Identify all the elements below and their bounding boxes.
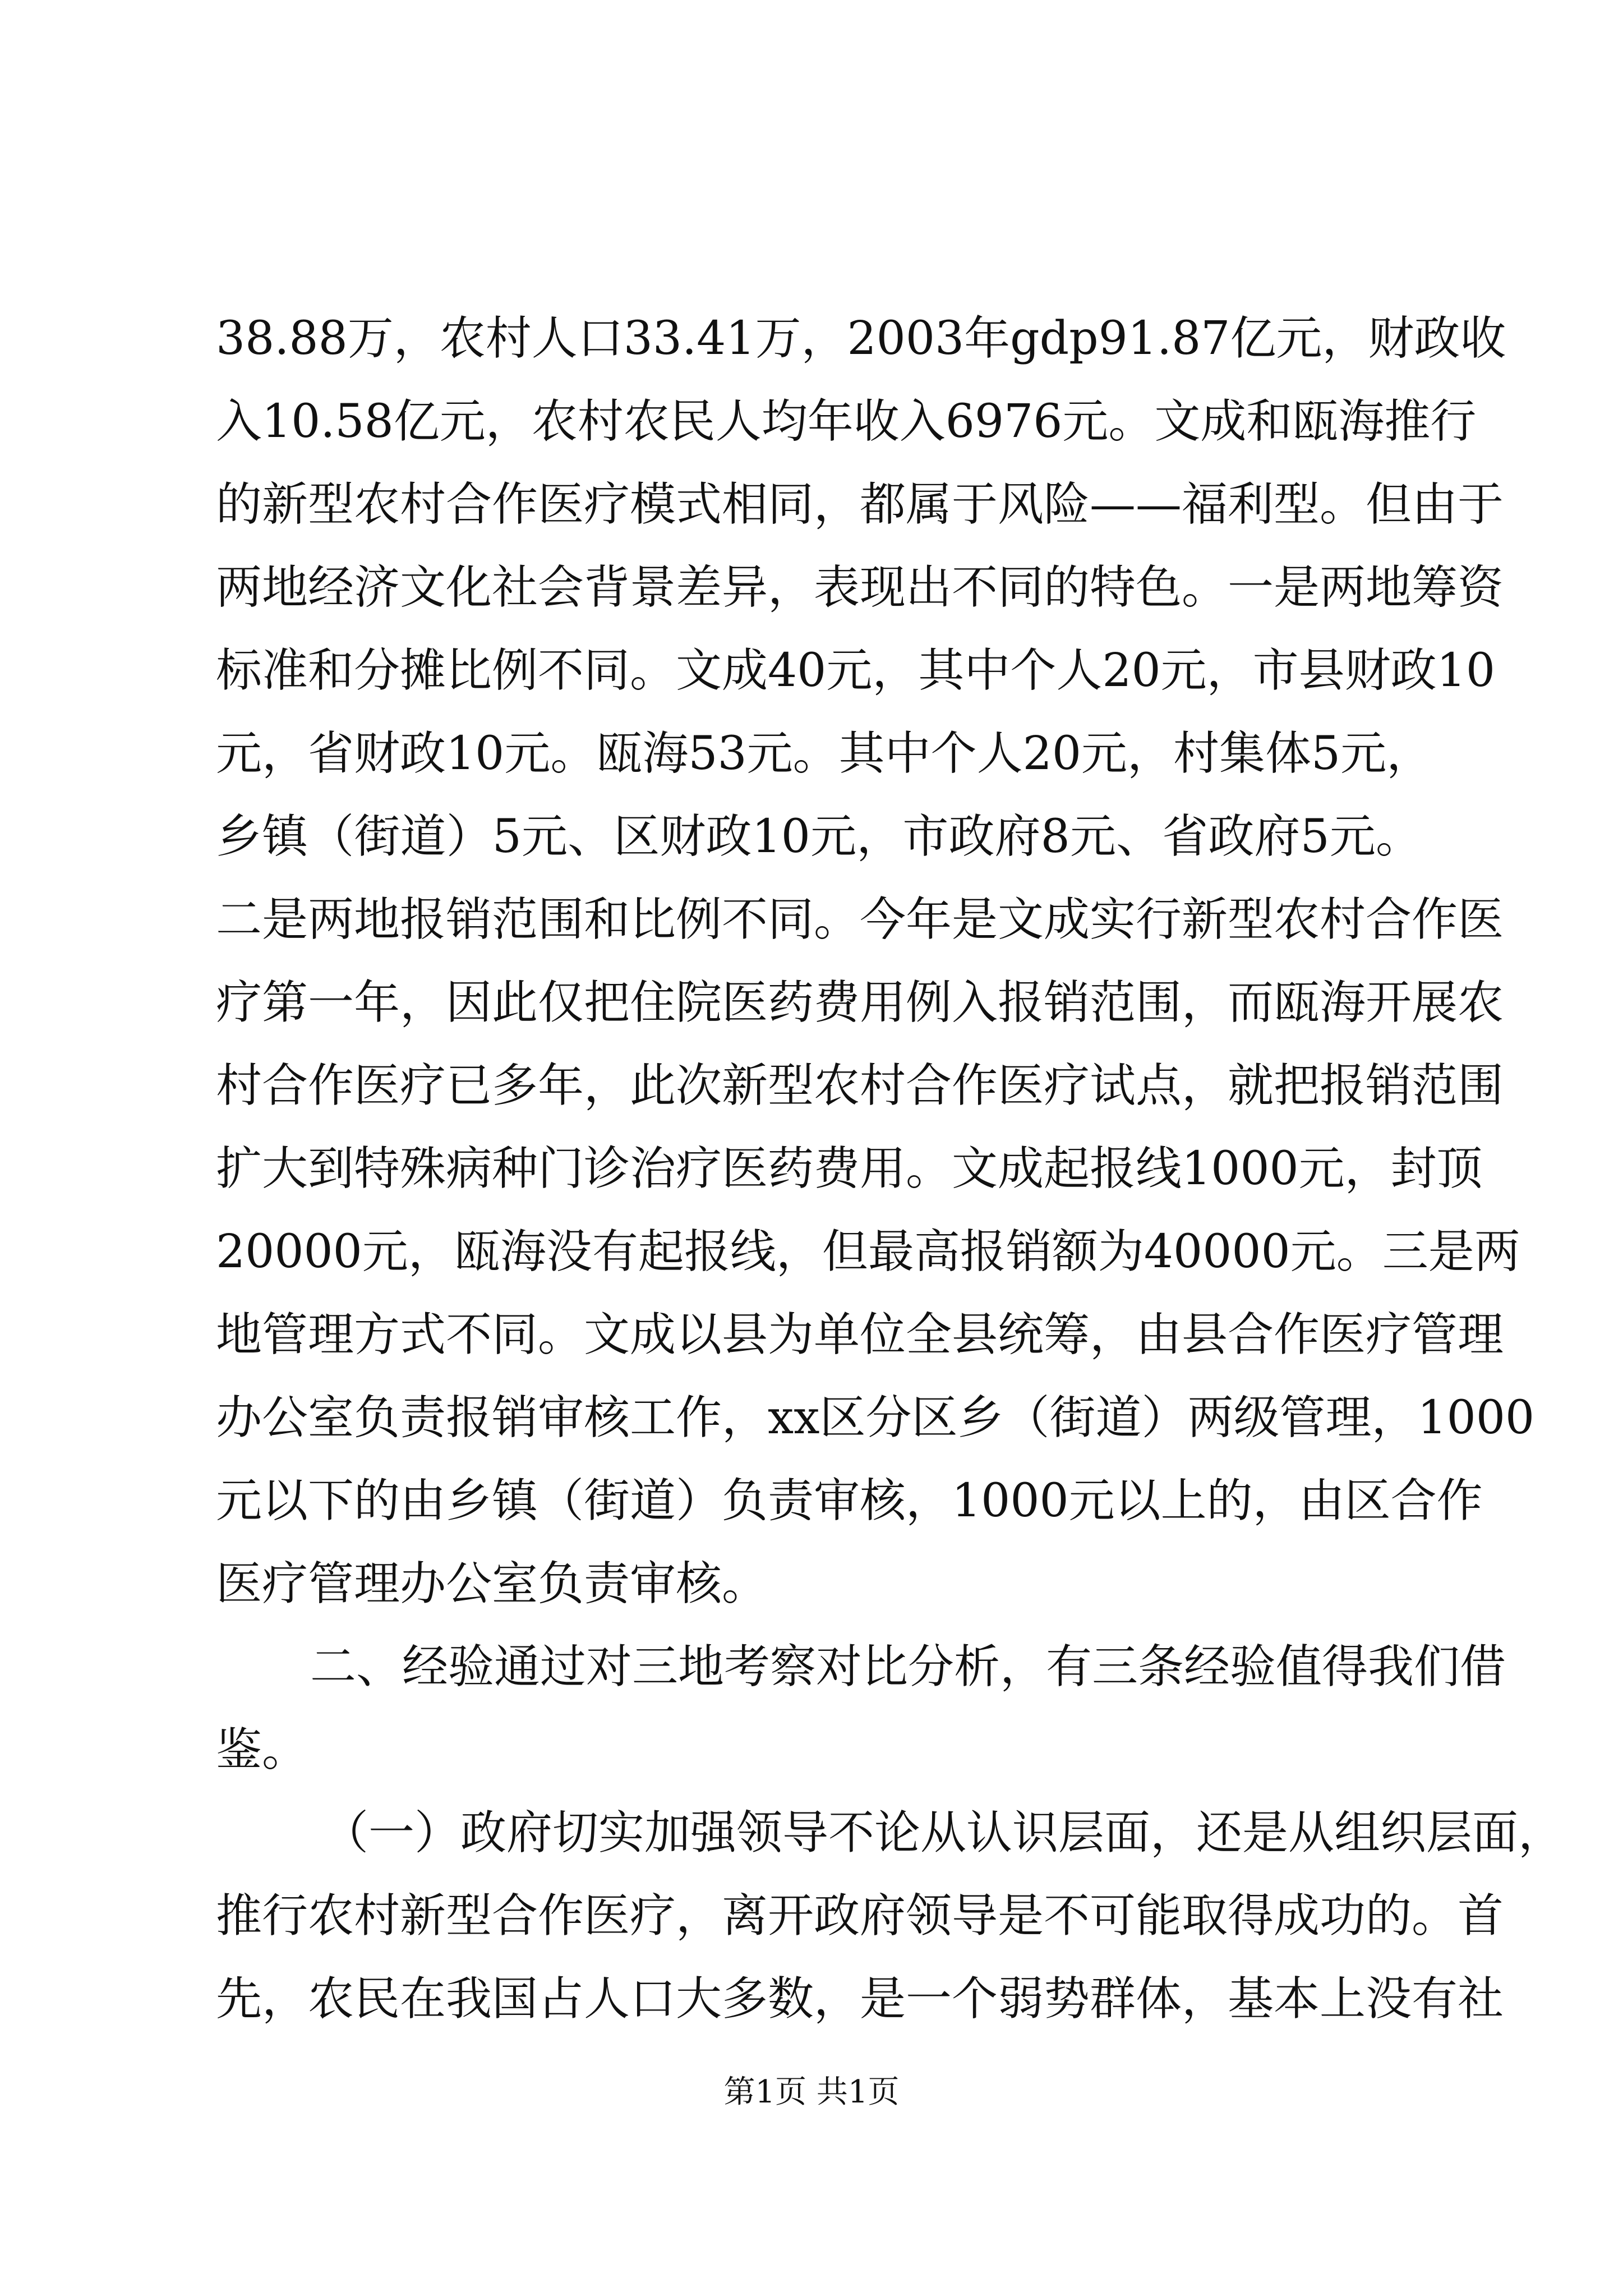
page-footer: 第1页 共1页: [723, 2074, 900, 2110]
text-line: 二是两地报销范围和比例不同。今年是文成实行新型农村合作医: [216, 893, 1504, 946]
text-line: 的新型农村合作医疗模式相同，都属于风险——福利型。但由于: [216, 478, 1504, 531]
subsection-heading-line: （一）政府切实加强领导不论从认识层面，还是从组织层面，: [322, 1806, 1565, 1860]
text-line: 鉴。: [216, 1723, 308, 1777]
document-body: [216, 297, 1565, 2041]
text-line: 疗第一年，因此仅把住院医药费用例入报销范围，而瓯海开展农: [216, 976, 1504, 1029]
text-line: 村合作医疗已多年，此次新型农村合作医疗试点，就把报销范围: [216, 1059, 1504, 1112]
text-line: 医疗管理办公室负责审核。: [216, 1557, 768, 1611]
text-line: 办公室负责报销审核工作，xx区分区乡（街道）两级管理，1000: [216, 1391, 1535, 1444]
text-line: 元，省财政10元。瓯海53元。其中个人20元，村集体5元，: [216, 727, 1433, 780]
text-line: 先，农民在我国占人口大多数，是一个弱势群体，基本上没有社: [216, 1972, 1504, 2026]
text-line: 入10.58亿元，农村农民人均年收入6976元。文成和瓯海推行: [216, 395, 1477, 448]
text-line: 两地经济文化社会背景差异，表现出不同的特色。一是两地筹资: [216, 561, 1504, 614]
text-line: 元以下的由乡镇（街道）负责审核，1000元以上的，由区合作: [216, 1474, 1483, 1527]
text-line: 乡镇（街道）5元、区财政10元，市政府8元、省政府5元。: [216, 810, 1422, 863]
text-line: 20000元，瓯海没有起报线，但最高报销额为40000元。三是两: [216, 1225, 1520, 1278]
text-line: 推行农村新型合作医疗，离开政府领导是不可能取得成功的。首: [216, 1889, 1504, 1943]
text-line: 标准和分摊比例不同。文成40元，其中个人20元，市县财政10: [216, 644, 1496, 697]
text-line: 38.88万，农村人口33.41万，2003年gdp91.87亿元，财政收: [216, 312, 1506, 365]
text-line: 扩大到特殊病种门诊治疗医药费用。文成起报线1000元，封顶: [216, 1142, 1483, 1195]
section-heading-line: 二、经验通过对三地考察对比分析，有三条经验值得我们借: [310, 1640, 1506, 1694]
text-line: 地管理方式不同。文成以县为单位全县统筹，由县合作医疗管理: [216, 1308, 1504, 1361]
